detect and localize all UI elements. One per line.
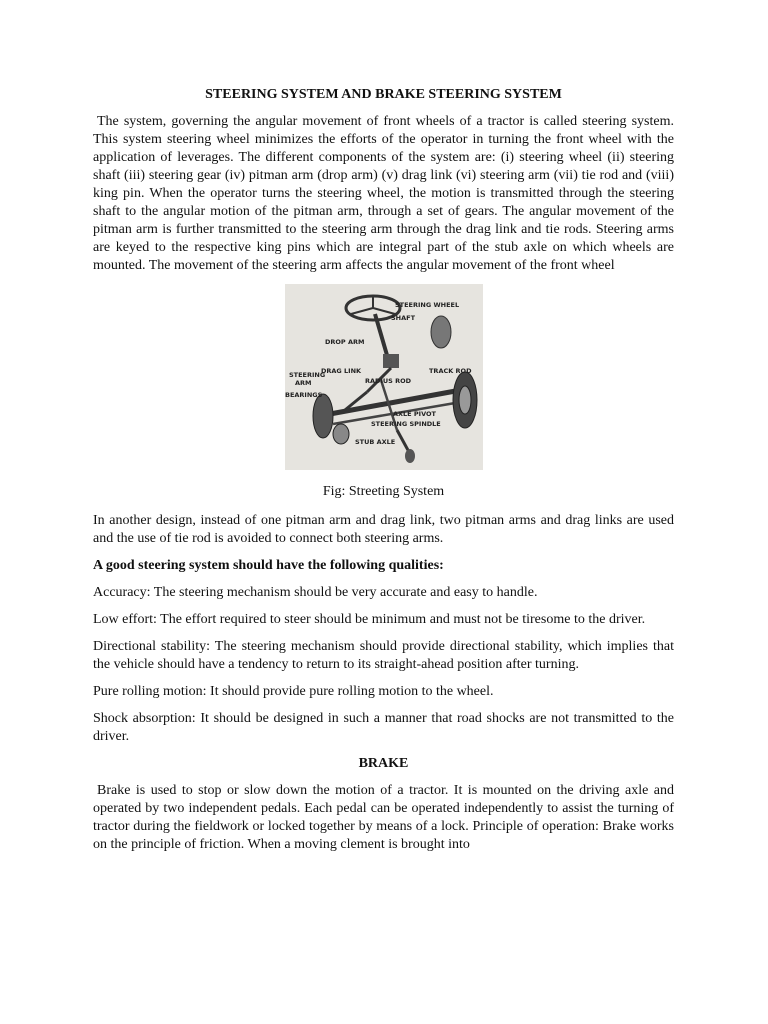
label-drop-arm: DROP ARM [324, 338, 364, 346]
intro-paragraph: The system, governing the angular movement of front wheels of a tractor is called steering system. This system steering wheel minimizes the efforts of the operator in turning the front wheel with the application of leverages. The different components of the system are: (i) steering wheel (ii) steering shaft (iii) steering gear (iv) pitman arm (drop arm) (v) drag link (vi) steering arm (vii) tie rod and (viii) king pin. When the operator turns the steering wheel, the motion is transmitted through the steering shaft to the angular motion of the pitman arm, through a set of gears. The angular movement of the pitman arm is further transmitted to the steering arm through the drag link and tie rods. Steering arms are keyed to the respective king pins which are integral part of the stub axle on which wheels are mounted. The movement of the steering arm affects the angular movement of the front wheel [93, 114, 674, 273]
label-drag-link: DRAG LINK [320, 367, 361, 375]
label-steering-arm-2: ARM [294, 379, 312, 387]
label-steering-arm-1: STEERING [288, 371, 325, 379]
document-content [93, 86, 674, 863]
quality-shock-absorption: Shock absorption: It should be designed in such a manner that road shocks are not transmitted to the driver. [93, 711, 674, 744]
steering-system-figure [93, 284, 674, 470]
qualities-heading: A good steering system should have the following qualities: [93, 558, 444, 573]
label-bearings: BEARINGS [284, 391, 322, 399]
label-radius-rod: RADIUS ROD [364, 377, 411, 385]
figure-caption: Fig: Streeting System [322, 484, 445, 499]
another-design-paragraph: In another design, instead of one pitman arm and drag link, two pitman arms and drag links are used and the use of tie rod is avoided to connect both steering arms. [93, 513, 674, 546]
steering-system-illustration [285, 284, 483, 470]
quality-directional-stability: Directional stability: The steering mechanism should provide directional stability, which implies that the vehicle should have a tendency to return to its straight-ahead position after turning. [93, 639, 674, 672]
label-track-rod: TRACK ROD [428, 367, 471, 375]
quality-accuracy: Accuracy: The steering mechanism should be very accurate and easy to handle. [93, 585, 538, 600]
label-stub-axle: STUB AXLE [354, 438, 395, 446]
quality-low-effort: Low effort: The effort required to steer should be minimum and must not be tiresome to the driver. [93, 612, 646, 627]
label-steering-wheel: STEERING WHEEL [394, 301, 459, 309]
brake-heading: BRAKE [358, 756, 409, 771]
label-axle-pivot: AXLE PIVOT [392, 410, 436, 418]
label-shaft: SHAFT [390, 314, 415, 322]
brake-paragraph: Brake is used to stop or slow down the motion of a tractor. It is mounted on the driving axle and operated by two independent pedals. Each pedal can be operated independently to assist the turning of tractor during the fieldwork or locked together by means of a lock. Principle of operation: Brake works on the principle of friction. When a moving clement is brought into [93, 783, 674, 852]
quality-pure-rolling: Pure rolling motion: It should provide pure rolling motion to the wheel. [93, 684, 494, 699]
label-steering-spindle: STEERING SPINDLE [370, 420, 441, 428]
document-title: STEERING SYSTEM AND BRAKE STEERING SYSTEM [205, 87, 562, 102]
